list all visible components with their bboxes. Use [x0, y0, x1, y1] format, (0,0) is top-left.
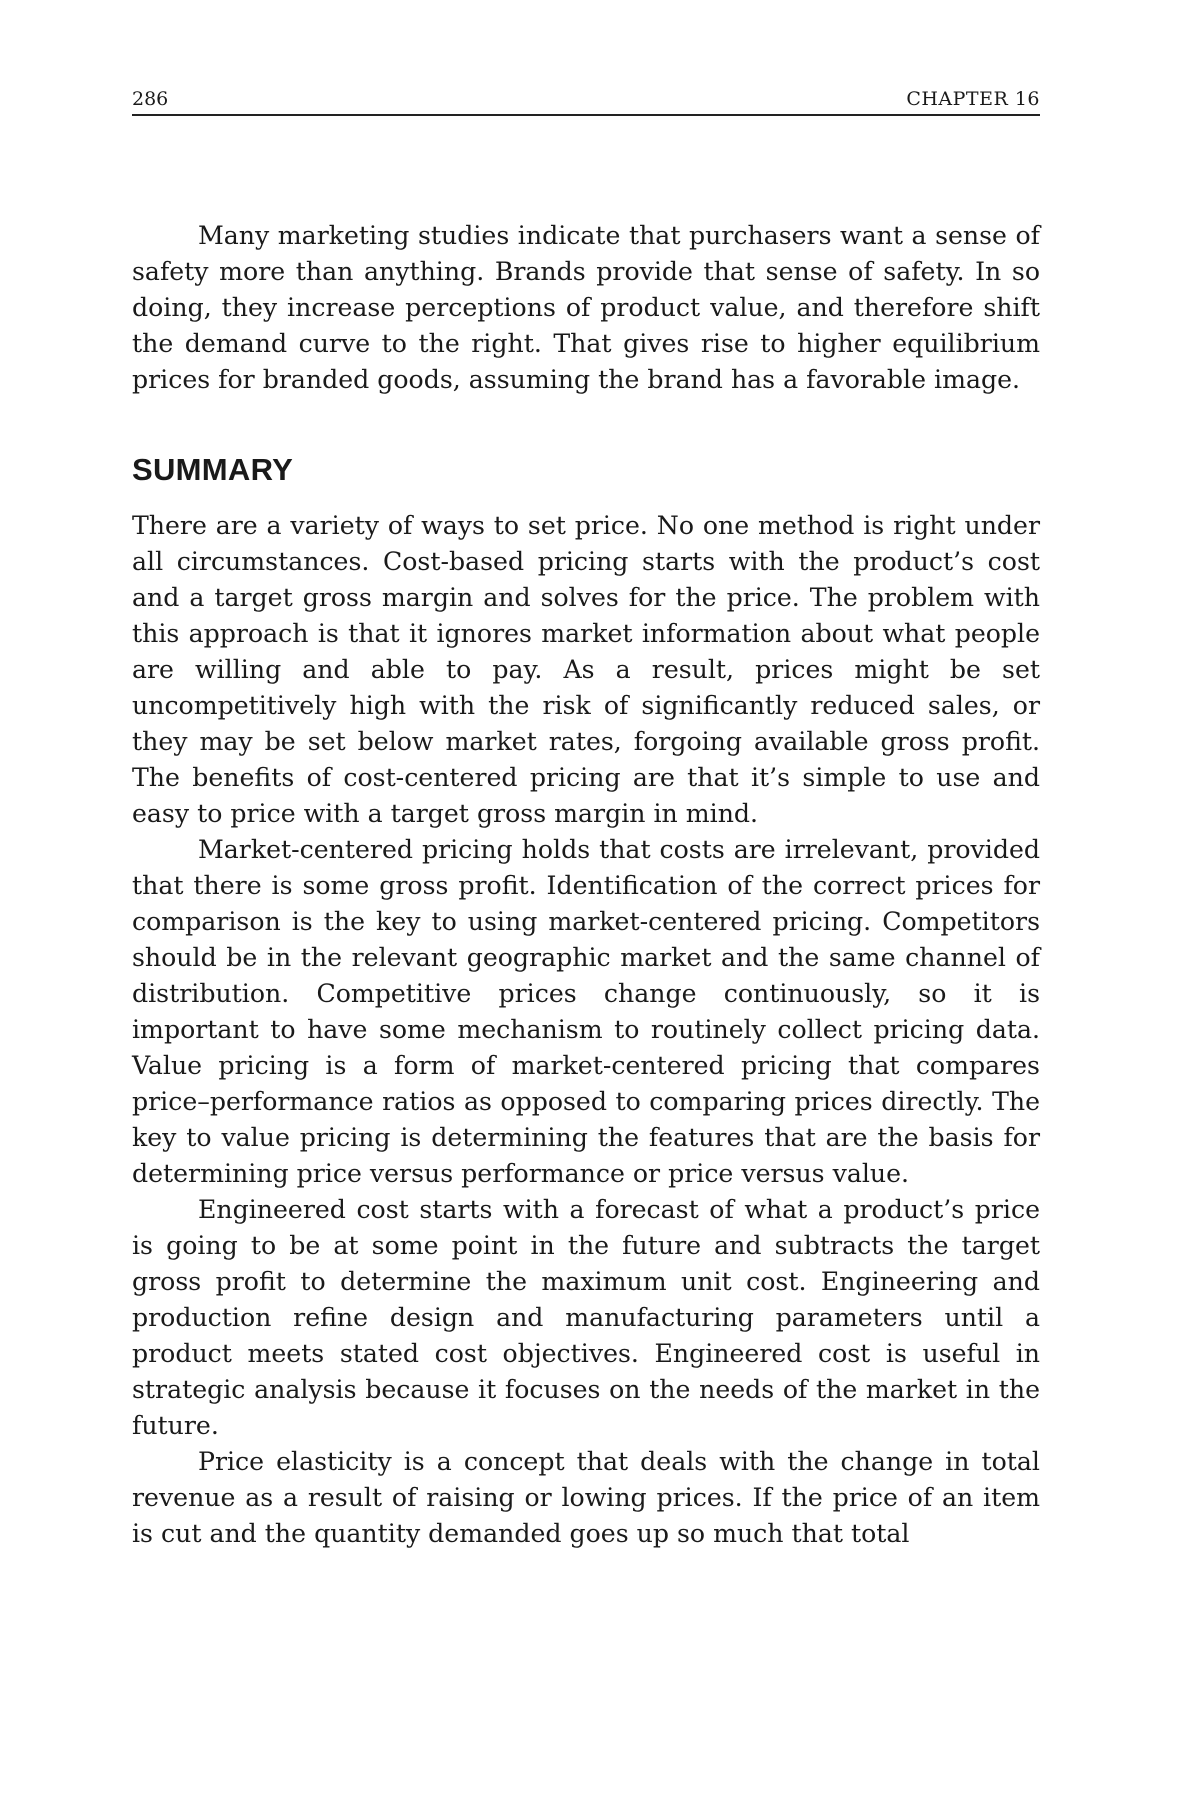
paragraph-engineered-cost: Engineered cost starts with a forecast of what a product’s price is going to be at some point in the future and subtracts the target gross profit to determine the maximum unit cost. Engineering and production refine design and manufacturing parameters until a product meets stated cost objectives. Engineered cost is useful in strategic analysis because it focuses on the needs of the market in the future. [132, 1195, 1040, 1440]
running-head [132, 84, 1040, 116]
page-number: 286 [132, 88, 169, 110]
paragraph-market-centered-pricing: Market-centered pricing holds that costs are irrelevant, provided that there is some gross profit. Identification of the correct prices for comparison is the key to using market-centered pricing. Competitors should be in the relevant geographic market and the same channel of distribution. Competitive prices change continuously, so it is important to have some mechanism to routinely collect pricing data. Value pricing is a form of market-centered pricing that compares price–performance ratios as opposed to comparing prices directly. The key to value pricing is determining the features that are the basis for determining price versus performance or price versus value. [132, 835, 1040, 1188]
paragraph-brands-safety: Many marketing studies indicate that purchasers want a sense of safety more than anything. Brands provide that sense of safety. In so doing, they increase perceptions of product value, and therefore shift the demand curve to the right. That gives rise to higher equilibrium prices for branded goods, assuming the brand has a favorable image. [132, 221, 1040, 394]
chapter-label: CHAPTER 16 [906, 88, 1040, 110]
paragraph-cost-based-pricing: There are a variety of ways to set price. No one method is right under all circumstances. Cost-based pricing starts with the product’s cost and a target gross margin and solves for the price. The problem with this approach is that it ignores market information about what people are willing and able to pay. As a result, prices might be set uncompetitively high with the risk of significantly reduced sales, or they may be set below market rates, forgoing available gross profit. The benefits of cost-centered pricing are that it’s simple to use and easy to price with a target gross margin in mind. [132, 511, 1040, 828]
body-text [132, 218, 1040, 1552]
section-heading-summary: SUMMARY [132, 452, 294, 487]
paragraph-price-elasticity: Price elasticity is a concept that deals with the change in total revenue as a result of raising or lowing prices. If the price of an item is cut and the quantity demanded goes up so much that total [132, 1447, 1040, 1548]
